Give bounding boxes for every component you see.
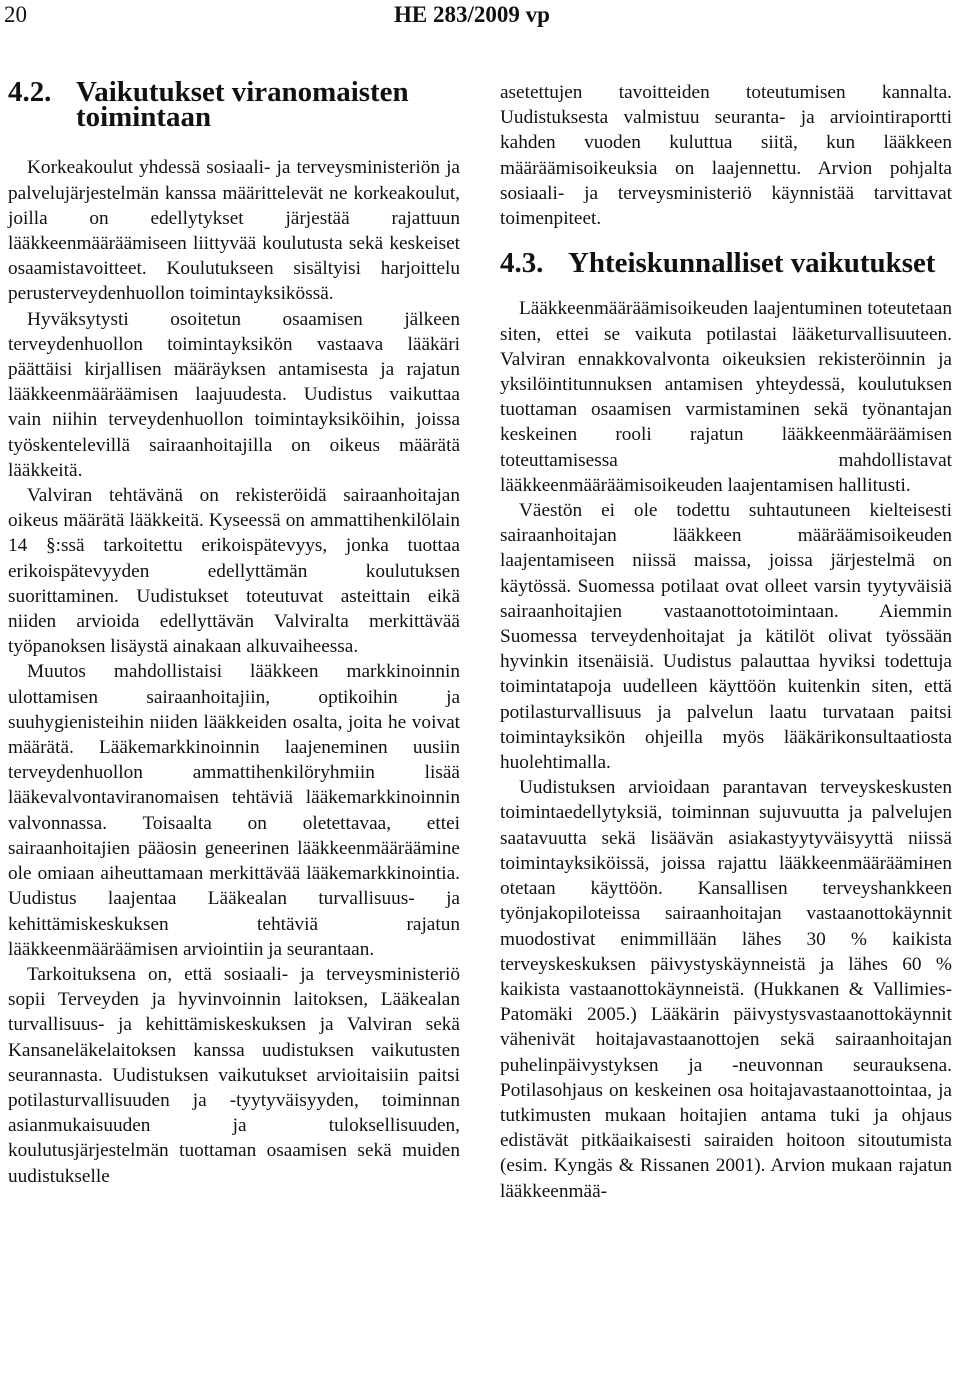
- document-id: HE 283/2009 vp: [394, 2, 550, 27]
- continued-paragraph: asetettujen tavoitteiden toteutumisen kannalta. Uudistuksesta valmistuu seuranta- ja arviointiraportti kahden vuoden kuluttua siitä, kun lääkkeen määräämisoikeuksia on laajennettu. Arvion pohjalta sosiaali- ja terveysministeriö käynnistää tarvittavat toimenpiteet.: [500, 82, 952, 230]
- paragraph: Tarkoituksena on, että sosiaali- ja terveysministeriö sopii Terveyden ja hyvinvoinnin laitoksen, Lääkealan turvallisuus- ja kehittämiskeskuksen ja Valviran sekä Kansaneläkelaitoksen kanssa uudistuksen vaikutusten seurannasta. Uudistuksen vaikutukset arvioitaisiin paitsi potilasturvallisuuden ja -tyytyväisyyden, toiminnan asianmukaisuuden ja tuloksellisuuden, koulutusjärjestelmän tuottaman osaamisen sekä muiden uudistukselle: [8, 963, 460, 1187]
- paragraph: Uudistuksen arvioidaan parantavan terveyskeskusten toimintaedellytyksiä, toiminnan sujuvuutta ja palvelujen saatavuutta sekä lisäävän asiakastyytyväisyyttä niissä toimintayksiköissä, joissa rajattu lääkkeenmääräämінen otetaan käyttöön. Kansallisen terveyshankkeen työnjakopiloteissa sairaanhoitajan vastaanottokäynnit muodostivat enimmillään lähes 30 % kaikista terveyskeskuksen päivystyskäynneistä ja lähes 60 % kaikista vastaanottokäynneistä. (Hukkanen & Vallimies-Patomäki 2005.) Lääkärin päivystysvastaanottokäynnit vähenivät hoitajavastaanottojen sekä sairaanhoitajan puhelinpäivystyksen ja -neuvonnan seurauksena. Potilasohjaus on keskeinen osa hoitajavastaanottointaa, ja tutkimusten mukaan hoitajien antama tuki ja ohjaus edistävät pitkäaikaisesti sairaiden hoitoon sitoutumista (esim. Kyngäs & Rissanen 2001). Arvion mukaan rajatun lääkkeenmää-: [500, 777, 952, 1202]
- paragraph: Muutos mahdollistaisi lääkkeen markkinoinnin ulottamisen sairaanhoitajiin, optikoihin ja suuhygienisteihin niiden lääkkeiden osalta, joita he voivat määrätä. Lääkemarkkinoinnin laajeneminen uusiin terveydenhuollon ammattihenkilöryhmiin lisää lääkevalvontaviranomaisen tehtäviä lääkemarkkinoinnin valvonnassa. Toisaalta on oletettavaa, ettei sairaanhoitajien pääosin geneerinen lääkkeenmääräämine ole omiaan aiheuttamaan merkittävää lääkemarkkinointia. Uudistus laajentaa Lääkealan turvallisuus- ja kehittämiskeskuksen tehtäviä rajatun lääkkeenmääräämisen arviointiin ja seurantaan.: [8, 661, 460, 960]
- section-number: 4.3.: [500, 247, 544, 280]
- section-title: Vaikutukset viranomaisten toimintaan: [76, 76, 409, 134]
- section-number: 4.2.: [8, 76, 52, 108]
- right-column: [500, 80, 952, 1204]
- paragraph: Väestön ei ole todettu suhtautuneen kielteisesti sairaanhoitajan lääkkeen määräämisoikeuden laajentamiseen niissä maissa, joissa järjestelmä on käytössä. Suomessa potilaat ovat olleet varsin tyytyväisiä sairaanhoitajien vastaanottotoimintaan. Aiemmin Suomessa terveydenhoitajat ja kätilöt olivat työssään hyvinkin itsenäisiä. Uudistus palauttaa hyviksi todettuja toimintatapoja uudelleen käyttöön kuitenkin siten, että potilasturvallisuus ja palvelun laatu turvataan paitsi toimintayksikön ohjeilla myös lääkärikonsultaatiosta huolehtimalla.: [500, 500, 952, 774]
- paragraph: Valviran tehtävänä on rekisteröidä sairaanhoitajan oikeus määrätä lääkkeitä. Kyseessä on ammattihenkilölain 14 §:ssä tarkoitettu erikoispätevyys, jonka tuottaa erikoispätevyyden edellyttämän koulutuksen suorittaminen. Uudistukset toteutuvat asteittain eikä niiden arvioida edellyttävän Valviralta merkittävää työpanoksen lisäystä ainakaan alkuvaiheessa.: [8, 485, 460, 658]
- section-heading-4-3: [500, 247, 952, 280]
- paragraph: Hyväksytysti osoitetun osaamisen jälkeen terveydenhuollon toimintayksikön vastaava lääkäri päättäisi kirjallisen määräyksen antamisesta ja rajatun lääkkeenmääräämisen laajuudesta. Uudistus vaikuttaa vain niihin terveydenhuollon toimintayksiköihin, joissa työskentelevillä sairaanhoitajilla on oikeus määrätä lääkkeitä.: [8, 308, 460, 481]
- section-title: Yhteiskunnalliset vaikutukset: [568, 247, 936, 280]
- paragraph: Lääkkeenmääräämisoikeuden laajentuminen toteutetaan siten, ettei se vaikuta potilastai lääketurvallisuuteen. Valviran ennakkovalvonta oikeuksien rekisteröinnin ja yksilöintitunnuksen antamisen yhteydessä, koulutuksen tuottaman osaamisen varmistaminen sekä työnantajan keskeinen rooli rajatun lääkkeenmääräämisen toteuttamisessa mahdollistavat lääkkeenmääräämisoikeuden laajentamisen hallitusti.: [500, 298, 952, 496]
- paragraph: Korkeakoulut yhdessä sosiaali- ja terveysministeriön ja palvelujärjestelmän kanssa määrittelevät ne korkeakoulut, joilla on edellytykset järjestää rajattuun lääkkeenmääräämiseen liittyvää koulutusta sekä keskeiset osaamistavoitteet. Koulutukseen sisältyisi harjoittelu perusterveydenhuollon toimintayksikössä.: [8, 157, 460, 305]
- section-heading-4-2: [8, 76, 460, 134]
- left-column: [8, 76, 460, 1189]
- page-number: 20: [4, 2, 27, 27]
